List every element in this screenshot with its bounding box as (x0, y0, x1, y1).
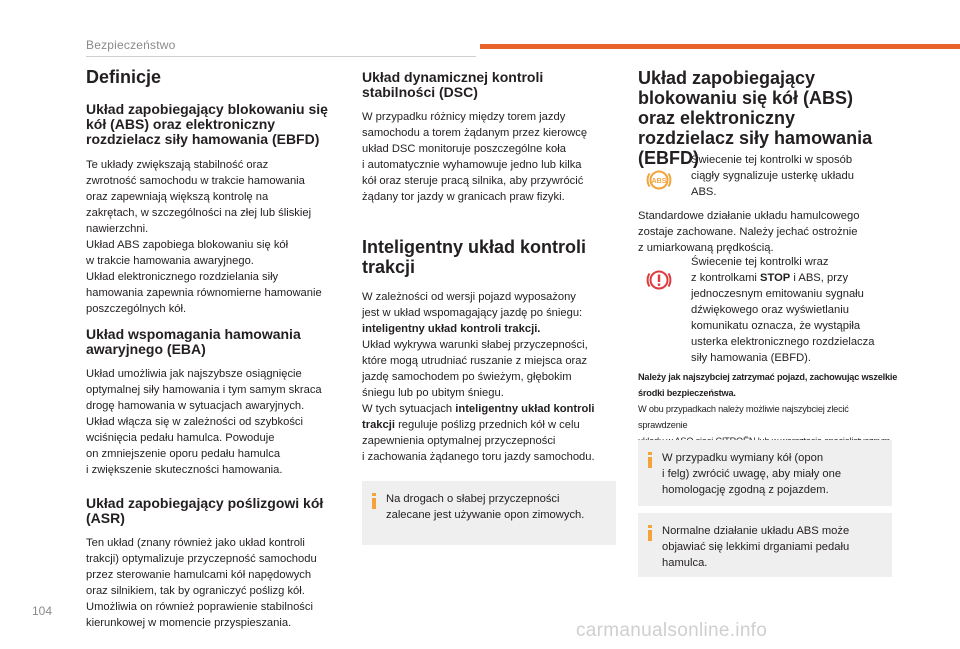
stop-warning-text: Świecenie tej kontrolki wraz z kontrolkami STOP i ABS, przy jednoczesnym emitowaniu sygnału dźwiękowego oraz wyświetlaniu komunikatu oznacza, że wystąpiła usterka elektronicznego rozdzielacza siły hamowania (EBFD). (691, 256, 875, 364)
abs-ebfd-text: Te układy zwiększają stabilność oraz zwrotność samochodu w trakcie hamowania oraz zapewniają większą kontrolę na zakrętach, w szczególności na złej lub śliskiej nawierzchni. Układ ABS zapobiega blokowaniu się kół w trakcie hamowania awaryjnego. Układ elektronicznego rozdzielania siły hamowania zapewnia równomierne hamowanie poszczególnych kół. (86, 159, 322, 315)
asr-text: Ten układ (znany również jako układ kontroli trakcji) optymalizuje przyczepność samochodu przez sterowanie hamulcami kół napędowych oraz silnikiem, tak by ograniczyć poślizg kół. Umożliwia on również poprawienie stabilności kierunkowej w momencie przyspieszania. (86, 537, 317, 629)
abs-ebfd-main-heading: Układ zapobiegający blokowaniu się kół (ABS) oraz elektroniczny rozdzielacz siły hamowania (EBFD) (638, 68, 873, 168)
svg-text:ABS: ABS (651, 177, 667, 185)
section-label: Bezpieczeństwo (86, 38, 176, 52)
asr-heading: Układ zapobiegający poślizgowi kół (ASR) (86, 495, 324, 526)
eba-heading: Układ wspomagania hamowania awaryjnego (EBA) (86, 326, 301, 357)
info-marker-icon (648, 452, 652, 468)
abs-ebfd-heading: Układ zapobiegający blokowaniu się kół (ABS) oraz elektroniczny rozdzielacz siły hamowania (EBFD) (86, 101, 328, 147)
safety-fine-print: Należy jak najszybciej zatrzymać pojazd, zachowując wszelkie środki bezpieczeństwa. W obu przypadkach należy możliwie najszybciej zlecić sprawdzenie (638, 372, 898, 430)
page-number: 104 (32, 604, 53, 618)
eba-text: Układ umożliwia jak najszybsze osiągnięcie optymalnej siły hamowania i tym samym skraca drogę hamowania w sytuacjach awaryjnych. Układ włącza się w zależności od szybkości wciśnięcia pedału hamulca. Powoduje on zmniejszenie oporu pedału hamulca i zwiększenie skuteczności hamowania. (86, 368, 322, 476)
header-accent-bar (480, 44, 960, 49)
traction-heading: Inteligentny układ kontroli trakcji (362, 237, 587, 277)
info-marker-icon (648, 525, 652, 541)
abs-vibration-note: Normalne działanie układu ABS może objawiać się lekkimi drganiami pedału hamulca. (638, 513, 892, 577)
definitions-title: Definicje (86, 67, 162, 87)
column-definitions (86, 66, 348, 631)
wheel-replacement-note: W przypadku wymiany kół (opon i felg) zwrócić uwagę, aby miały one homologację zgodną z pojazdem. (638, 440, 892, 506)
stop-warning-icon (645, 266, 673, 294)
abs-warning-text: Świecenie tej kontrolki w sposób ciągły sygnalizuje usterkę układu ABS. (691, 154, 854, 198)
watermark: carmanualsonline.info (576, 620, 768, 641)
traction-text: W zależności od wersji pojazd wyposażony jest w układ wspomagający jazdę po śniegu: inteligentny układ kontroli trakcji. Układ wykrywa warunki słabej przyczepności, które mogą utrudniać ruszanie z miejsca oraz jazdę samochodem po świeżym, głębokim śniegu lub po ubitym śniegu. W tych sytuacjach inteligentny układ kontroli trakcji reguluje poślizg przednich kół w celu zapewnienia optymalnej przyczepności i zachowania żądanego toru jazdy samochodu. (362, 291, 595, 463)
dsc-text: W przypadku różnicy między torem jazdy samochodu a torem żądanym przez kierowcę układ DSC monitoruje poszczególne koła i automatycznie wyhamowuje jedno lub kilka kół oraz steruje pracą silnika, aby przywrócić żądany tor jazdy w granicach praw fizyki. (362, 111, 588, 203)
info-marker-icon (372, 493, 376, 509)
abs-warning-icon (645, 166, 673, 194)
column-dsc-traction (362, 70, 616, 465)
standard-operation-text: Standardowe działanie układu hamulcowego zostaje zachowane. Należy jechać ostrożnie z umiarkowaną prędkością. (638, 210, 860, 254)
winter-tyres-note: Na drogach o słabej przyczepności zalecane jest używanie opon zimowych. (362, 481, 616, 545)
header-divider (86, 56, 476, 57)
dsc-heading: Układ dynamicznej kontroli stabilności (DSC) (362, 69, 544, 100)
